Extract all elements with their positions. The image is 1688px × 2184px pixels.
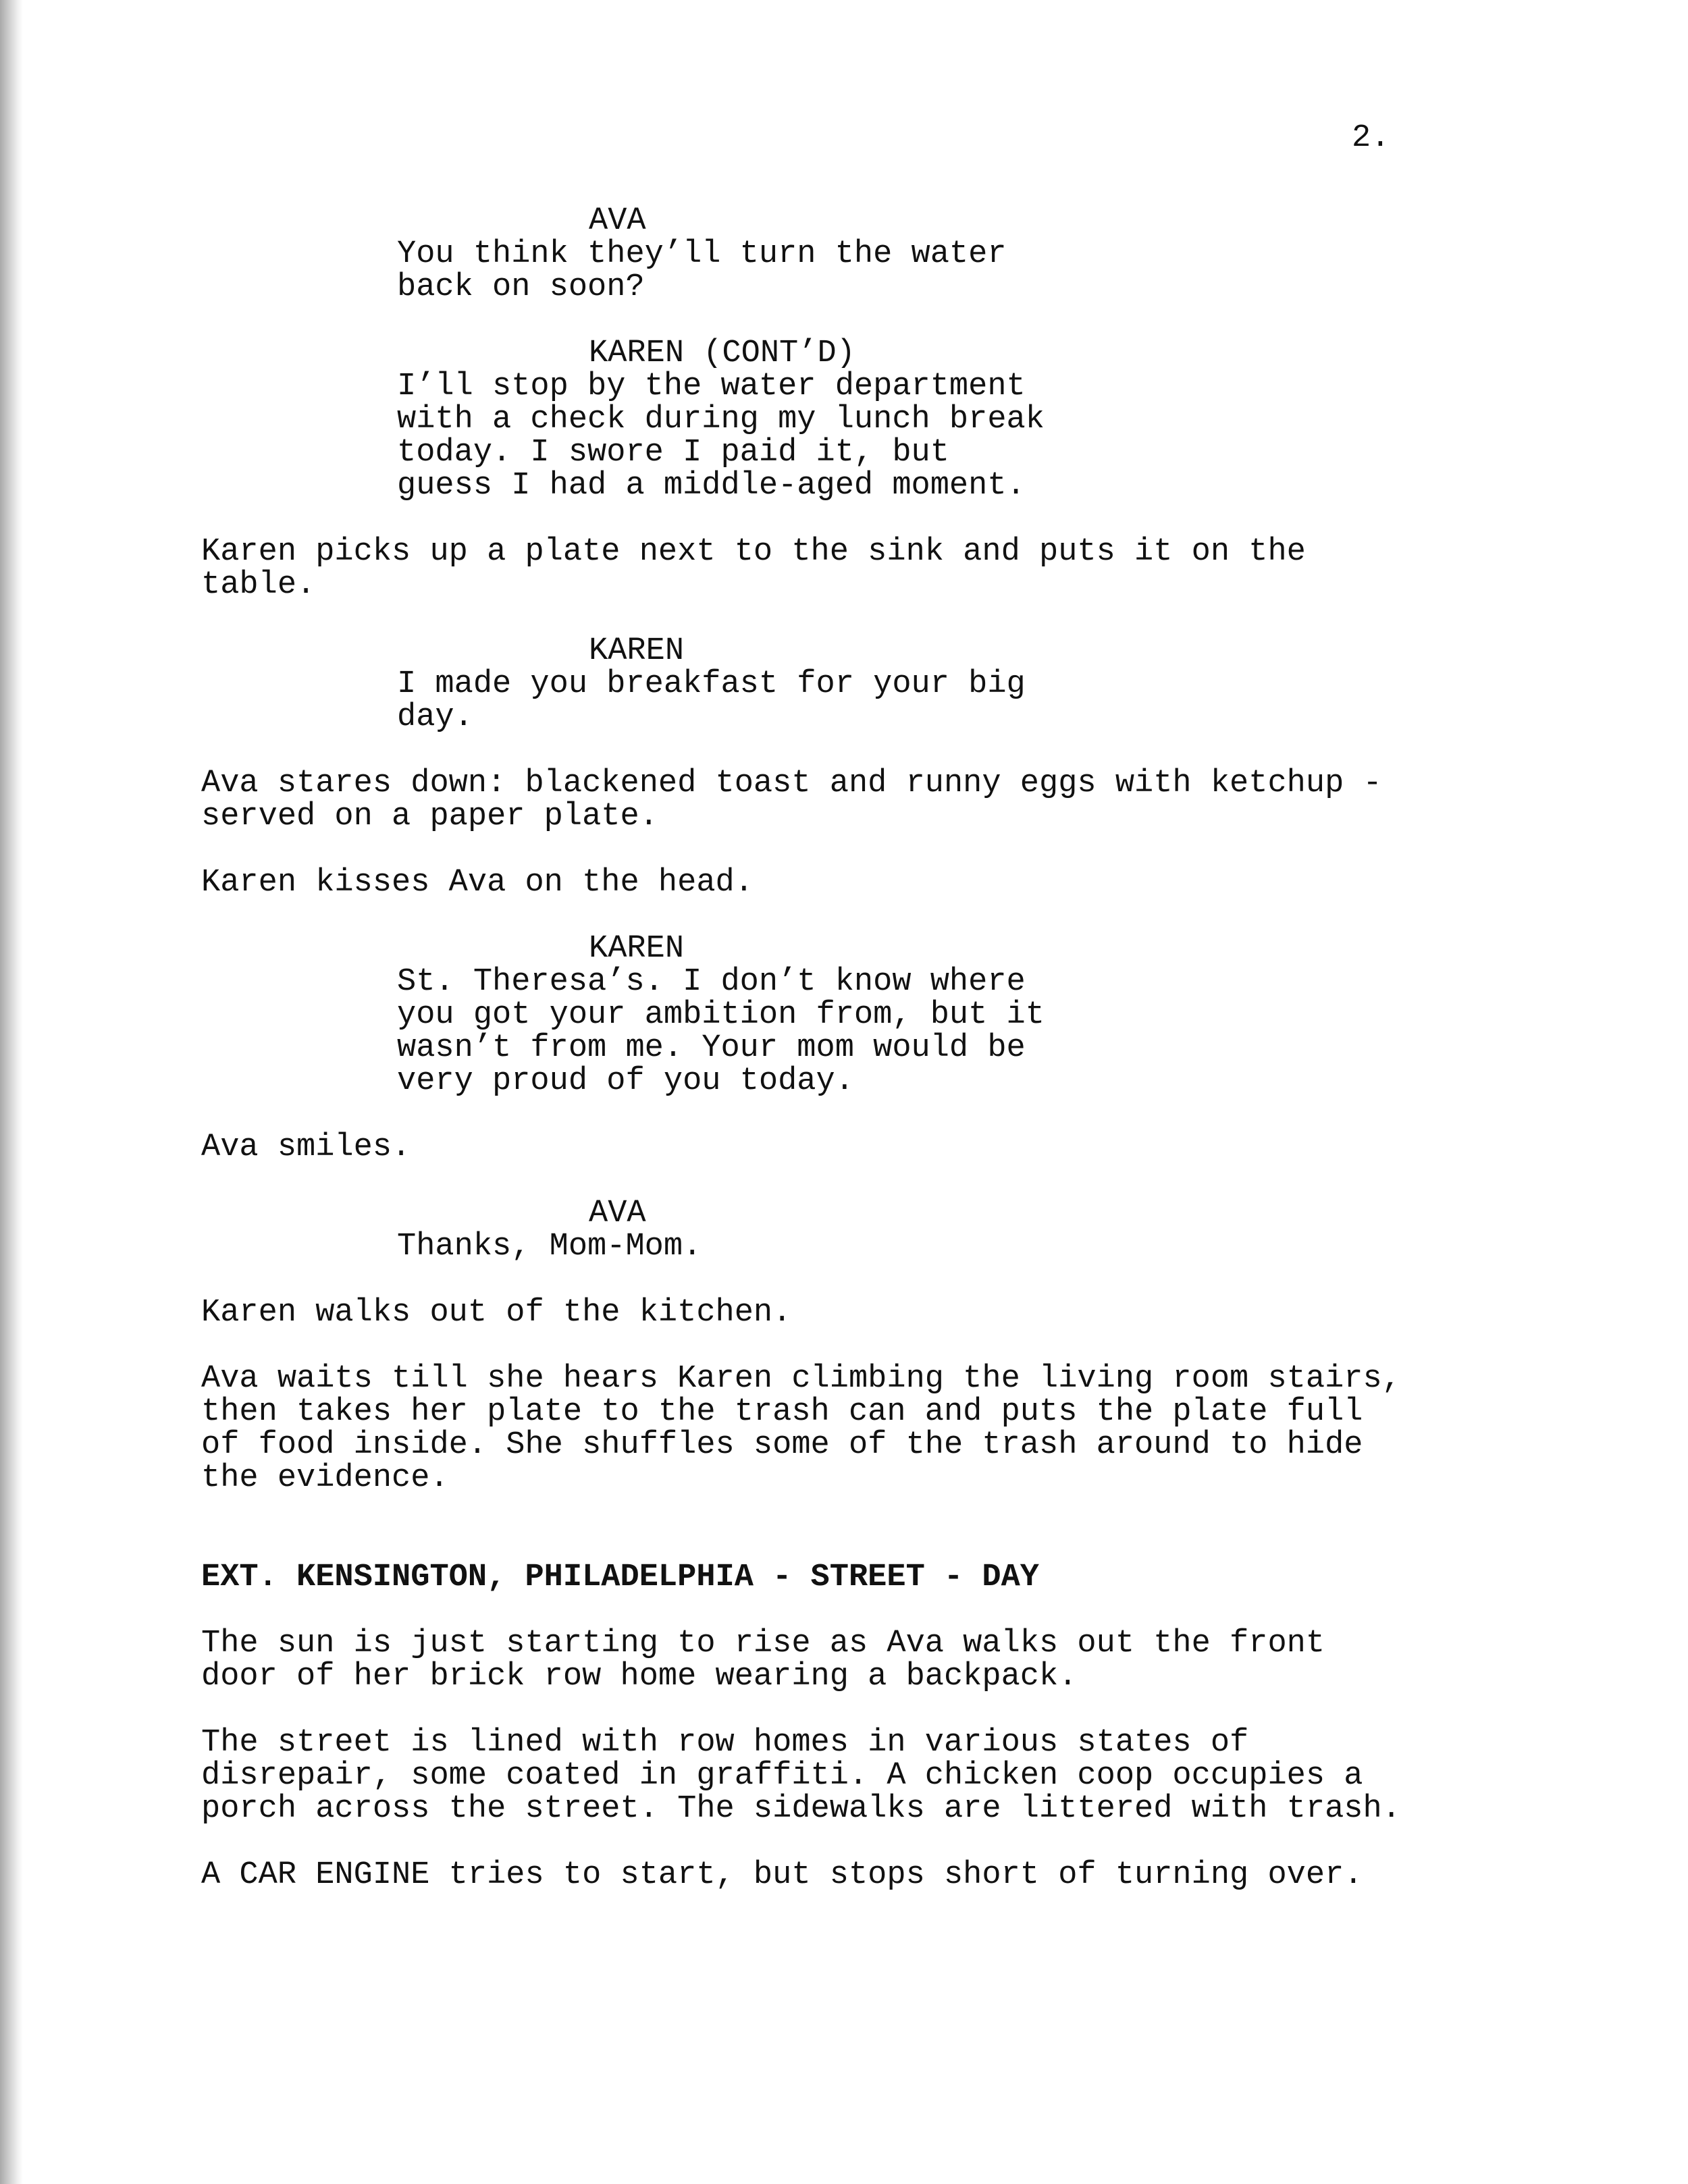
action-car-engine: A CAR ENGINE tries to start, but stops short of turning over.	[201, 1857, 1363, 1893]
action-karen-walks-out: Karen walks out of the kitchen.	[201, 1295, 792, 1331]
character-cue-ava-2: AVA	[589, 1196, 646, 1231]
dialogue-karen-st-theresas: St. Theresa’s. I don’t know where you got your ambition from, but it wasn’t from me. Your mom would be very proud of you today.	[397, 964, 1045, 1099]
character-cue-karen-contd: KAREN (CONT’D)	[589, 336, 855, 371]
page-edge-shadow	[0, 0, 23, 2184]
action-karen-kisses-ava: Karen kisses Ava on the head.	[201, 865, 754, 901]
scene-heading: EXT. KENSINGTON, PHILADELPHIA - STREET - DAY	[201, 1560, 1040, 1595]
action-ava-trash: Ava waits till she hears Karen climbing the living room stairs, then takes her plate to the trash can and puts the plate full of food inside. She shuffles some of the trash around to hide the evidence.	[201, 1361, 1401, 1496]
dialogue-ava-water: You think they’ll turn the water back on soon?	[397, 236, 1007, 305]
action-sun-rising: The sun is just starting to rise as Ava walks out the front door of her brick row home wearing a backpack.	[201, 1626, 1325, 1695]
character-cue-karen-2: KAREN	[589, 931, 685, 967]
dialogue-ava-thanks: Thanks, Mom-Mom.	[397, 1229, 702, 1264]
page-number: 2.	[1352, 120, 1390, 156]
action-ava-stares-down: Ava stares down: blackened toast and runny eggs with ketchup - served on a paper plate.	[201, 766, 1382, 834]
action-karen-picks-up-plate: Karen picks up a plate next to the sink and puts it on the table.	[201, 534, 1306, 603]
action-ava-smiles: Ava smiles.	[201, 1129, 411, 1165]
character-cue-karen: KAREN	[589, 633, 685, 669]
dialogue-karen-water-department: I’ll stop by the water department with a check during my lunch break today. I swore I paid it, but guess I had a middle-aged moment.	[397, 369, 1045, 504]
character-cue-ava: AVA	[589, 203, 646, 239]
dialogue-karen-breakfast: I made you breakfast for your big day.	[397, 666, 1026, 735]
action-street-description: The street is lined with row homes in various states of disrepair, some coated in graffiti. A chicken coop occupies a porch across the street. The sidewalks are littered with trash.	[201, 1725, 1401, 1827]
